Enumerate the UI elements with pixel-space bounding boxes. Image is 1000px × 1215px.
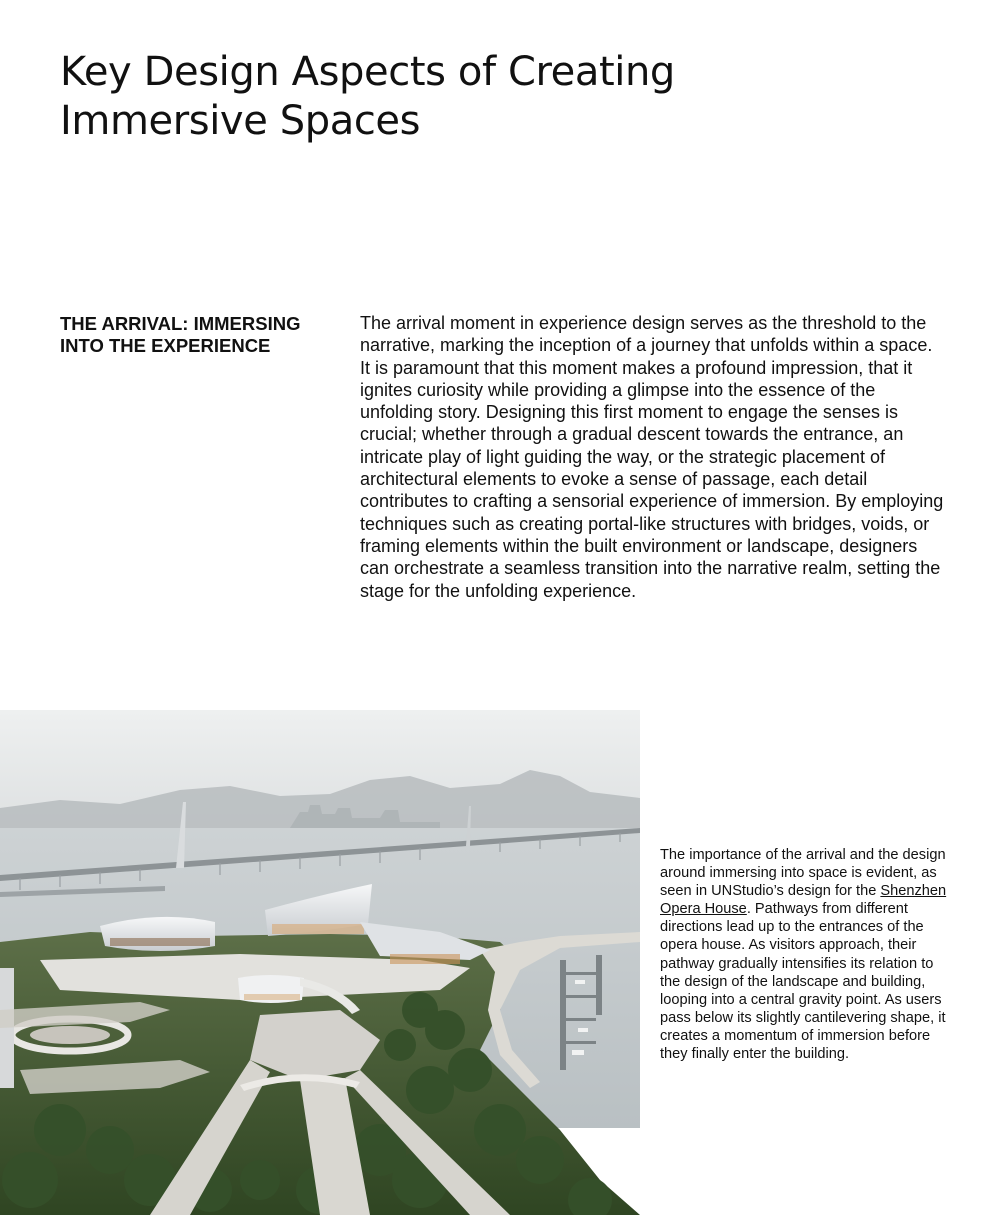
section-body-text: The arrival moment in experience design serves as the threshold to the narrative, marking the inception of a journey that unfolds within a space. It is paramount that this moment makes a profound impression, that it ignites curiosity while providing a glimpse into the essence of the unfolding story. Designing this first moment to engage the senses is crucial; whether through a gradual descent towards the entrance, an intricate play of light guiding the way, or the strategic placement of architectural elements to evoke a sense of passage, each detail contributes to crafting a sensorial experience of immersion. By employing techniques such as creating portal-like structures with bridges, voids, or framing elements within the built environment or landscape, designers can orchestrate a seamless transition into the narrative realm, setting the stage for the unfolding experience. xyxy=(360,313,944,601)
shenzhen-opera-house-link[interactable]: Shenzhen Opera House xyxy=(660,883,947,918)
page-title: Key Design Aspects of Creating Immersive Spaces xyxy=(60,49,675,144)
caption-text-after: . Pathways from different directions lead up to the entrances of the opera house. As visitors approach, their pathway gradually intensifies its relation to the design of the landscape and building, looping into a central gravity point. As users pass below its slightly cantilevering shape, it creates a momentum of immersion before they finally enter the building. xyxy=(660,901,946,1063)
opera-house-aerial-image xyxy=(0,710,640,1215)
image-caption xyxy=(660,846,950,1063)
section-heading: THE ARRIVAL: IMMERSING INTO THE EXPERIENCE xyxy=(60,313,301,356)
caption-text-before: The importance of the arrival and the design around immersing into space is evident, as seen in UNStudio’s design for the xyxy=(660,847,946,900)
